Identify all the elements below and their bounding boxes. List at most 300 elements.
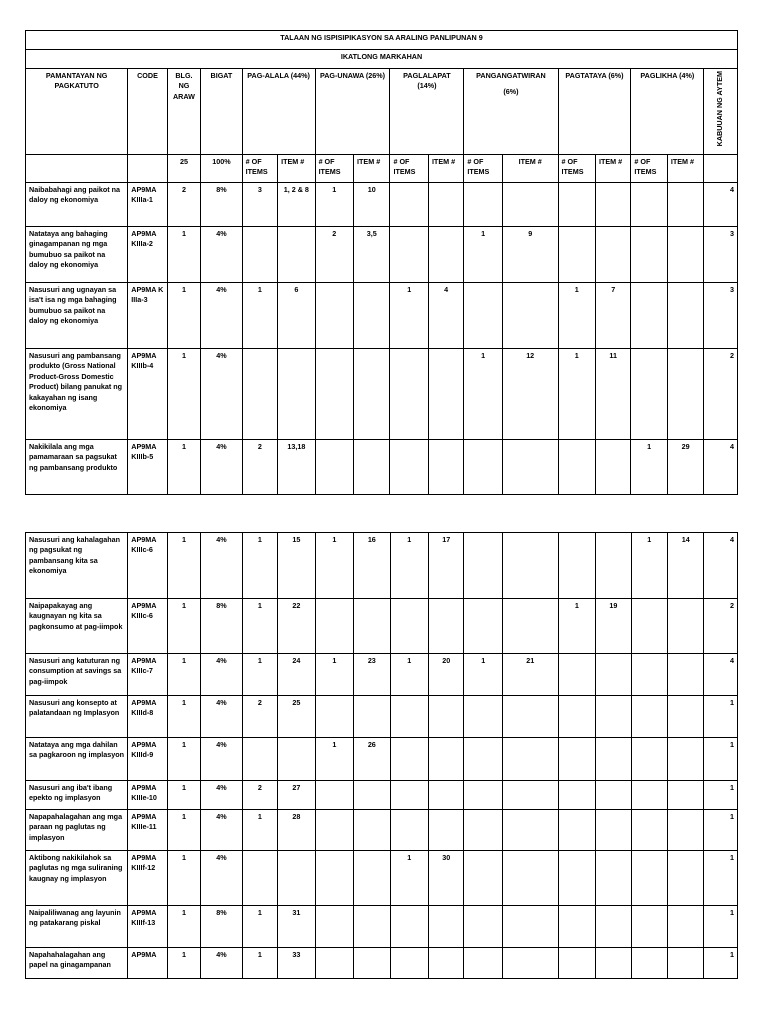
pagtataya-items-cell: [558, 738, 595, 781]
pangangatwiran-items-cell: 1: [464, 348, 502, 439]
days-cell: 1: [167, 696, 200, 738]
code-cell: AP9MA: [128, 948, 167, 979]
paglalapat-items-cell: [390, 439, 428, 494]
pagtataya-items-cell: [558, 696, 595, 738]
pangangatwiran-items-cell: [464, 182, 502, 226]
pagtataya-items-cell: [558, 439, 595, 494]
total-items-cell: 1: [704, 810, 738, 851]
pangangatwiran-itemno-cell: 21: [502, 654, 558, 696]
pagalala-items-cell: 3: [242, 182, 277, 226]
paglikha-itemno-cell: [668, 738, 704, 781]
objective-cell: Nasusuri ang pambansang produkto (Gross National Product-Gross Domestic Product) bilang panukat ng kakayahan ng isang ekonomiya: [26, 348, 128, 439]
days-cell: 1: [167, 348, 200, 439]
pangangatwiran-items-cell: [464, 810, 502, 851]
paglikha-itemno-cell: [667, 182, 703, 226]
weight-cell: 4%: [201, 781, 243, 810]
pagunawa-items-cell: [315, 851, 353, 906]
pangangatwiran-itemno-cell: [502, 182, 558, 226]
code-cell: AP9MA KIIIf-13: [128, 906, 167, 948]
total-items-cell: 1: [704, 696, 738, 738]
code-cell: AP9MA KIIIa-2: [128, 226, 167, 282]
paglikha-items-cell: [631, 348, 667, 439]
pagtataya-itemno-cell: [596, 948, 631, 979]
col-code: CODE: [128, 69, 167, 155]
paglikha-items-cell: 1: [631, 439, 667, 494]
pagalala-itemno-cell: 6: [278, 282, 315, 348]
pangangatwiran-itemno-cell: [502, 948, 558, 979]
paglalapat-items-cell: 1: [390, 533, 428, 599]
pagunawa-itemno-cell: [354, 781, 390, 810]
pangangatwiran-items-cell: [464, 781, 502, 810]
paglalapat-items-cell: [390, 696, 428, 738]
days-cell: 1: [167, 948, 200, 979]
pangangatwiran-itemno-cell: [502, 781, 558, 810]
subhead-blank: [128, 154, 167, 182]
code-cell: AP9MA KIIIe-11: [128, 810, 167, 851]
subhead-item-no: ITEM #: [428, 154, 463, 182]
pagunawa-itemno-cell: [354, 282, 390, 348]
paglalapat-itemno-cell: [429, 810, 464, 851]
pagalala-items-cell: 1: [242, 810, 277, 851]
pangangatwiran-itemno-cell: 9: [502, 226, 558, 282]
pagunawa-itemno-cell: 16: [354, 533, 390, 599]
paglikha-items-cell: [631, 851, 667, 906]
objective-cell: Nasusuri ang iba't ibang epekto ng implasyon: [26, 781, 128, 810]
pagtataya-itemno-cell: 7: [595, 282, 630, 348]
pagalala-items-cell: 1: [242, 533, 277, 599]
objective-cell: Napapahalagahan ang mga paraan ng paglutas ng implasyon: [26, 810, 128, 851]
days-cell: 1: [167, 781, 200, 810]
pagalala-itemno-cell: 25: [278, 696, 315, 738]
pangangatwiran-items-cell: [464, 738, 502, 781]
pagalala-itemno-cell: [278, 226, 315, 282]
pagunawa-itemno-cell: 26: [354, 738, 390, 781]
code-cell: AP9MA KIIIc-6: [128, 533, 167, 599]
pagtataya-items-cell: [558, 182, 595, 226]
pagtataya-items-cell: [558, 781, 595, 810]
pagalala-items-cell: 1: [242, 282, 277, 348]
pagtataya-items-cell: 1: [558, 348, 595, 439]
total-items-cell: 4: [704, 182, 738, 226]
paglikha-items-cell: [631, 599, 667, 654]
pagalala-items-cell: 2: [242, 781, 277, 810]
paglikha-items-cell: [631, 948, 667, 979]
col-pangangatwiran-label: PANGANGATWIRAN: [476, 71, 546, 80]
pagalala-itemno-cell: [278, 738, 315, 781]
paglalapat-itemno-cell: 17: [429, 533, 464, 599]
pagtataya-items-cell: [558, 654, 595, 696]
subhead-item-no: ITEM #: [502, 154, 558, 182]
table-row: [26, 226, 738, 282]
paglalapat-items-cell: 1: [390, 654, 428, 696]
paglalapat-items-cell: [390, 948, 428, 979]
pagalala-items-cell: 2: [242, 696, 277, 738]
pangangatwiran-items-cell: [464, 906, 502, 948]
pagalala-items-cell: [242, 348, 277, 439]
paglalapat-itemno-cell: [429, 948, 464, 979]
pagalala-itemno-cell: 1, 2 & 8: [278, 182, 315, 226]
pangangatwiran-itemno-cell: 12: [502, 348, 558, 439]
paglikha-itemno-cell: 14: [668, 533, 704, 599]
pagtataya-items-cell: [558, 226, 595, 282]
pagtataya-itemno-cell: [596, 654, 631, 696]
col-paglikha: PAGLIKHA (4%): [631, 69, 704, 155]
code-cell: AP9MA KIIIf-12: [128, 851, 167, 906]
pagunawa-items-cell: 1: [315, 182, 353, 226]
paglikha-itemno-cell: [668, 696, 704, 738]
pagtataya-itemno-cell: [596, 851, 631, 906]
paglalapat-items-cell: [390, 599, 428, 654]
pagunawa-items-cell: 1: [315, 654, 353, 696]
paglalapat-itemno-cell: [428, 439, 463, 494]
paglalapat-items-cell: [390, 906, 428, 948]
table-row: [26, 948, 738, 979]
total-items-cell: 1: [704, 738, 738, 781]
pangangatwiran-itemno-cell: [502, 851, 558, 906]
table-row: [26, 906, 738, 948]
code-cell: AP9MA KIIId-8: [128, 696, 167, 738]
code-cell: AP9MA KIIIa-1: [128, 182, 167, 226]
subhead-n-items: # OF ITEMS: [464, 154, 502, 182]
pangangatwiran-items-cell: 1: [464, 654, 502, 696]
specification-table-bottom: [25, 532, 738, 979]
pagunawa-items-cell: [315, 348, 353, 439]
days-cell: 1: [167, 906, 200, 948]
paglalapat-items-cell: [390, 810, 428, 851]
pangangatwiran-items-cell: [464, 599, 502, 654]
pagunawa-itemno-cell: 10: [354, 182, 390, 226]
pagunawa-itemno-cell: 23: [354, 654, 390, 696]
subhead-n-items: # OF ITEMS: [390, 154, 428, 182]
pagtataya-items-cell: [558, 533, 595, 599]
paglikha-itemno-cell: [667, 348, 703, 439]
days-cell: 1: [167, 599, 200, 654]
objective-cell: Nasusuri ang konsepto at palatandaan ng Implasyon: [26, 696, 128, 738]
paglalapat-items-cell: [390, 348, 428, 439]
days-cell: 1: [167, 533, 200, 599]
objective-cell: Naipaliliwanag ang layunin ng patakarang piskal: [26, 906, 128, 948]
pagtataya-itemno-cell: [596, 906, 631, 948]
quarter-title: IKATLONG MARKAHAN: [26, 50, 738, 69]
paglikha-items-cell: [631, 282, 667, 348]
pagtataya-itemno-cell: [595, 439, 630, 494]
paglikha-items-cell: [631, 810, 667, 851]
paglikha-items-cell: 1: [631, 533, 667, 599]
weight-cell: 4%: [201, 282, 243, 348]
paglalapat-items-cell: [390, 781, 428, 810]
paglikha-items-cell: [631, 654, 667, 696]
pagunawa-items-cell: [315, 906, 353, 948]
pagtataya-itemno-cell: 11: [595, 348, 630, 439]
objective-cell: Nasusuri ang katuturan ng consumption at savings sa pag-iimpok: [26, 654, 128, 696]
pagunawa-itemno-cell: [354, 599, 390, 654]
total-weight: 100%: [201, 154, 243, 182]
code-cell: AP9MA KIIIe-10: [128, 781, 167, 810]
code-cell: AP9MA KIIIc-6: [128, 599, 167, 654]
pangangatwiran-items-cell: [464, 696, 502, 738]
pagunawa-items-cell: 1: [315, 533, 353, 599]
pangangatwiran-items-cell: [464, 948, 502, 979]
paglikha-itemno-cell: [668, 810, 704, 851]
table-row: [26, 439, 738, 494]
pagalala-items-cell: [242, 226, 277, 282]
pangangatwiran-itemno-cell: [502, 906, 558, 948]
pagunawa-items-cell: [315, 439, 353, 494]
total-items-cell: 3: [704, 226, 738, 282]
pagalala-items-cell: [242, 738, 277, 781]
pagalala-items-cell: [242, 851, 277, 906]
subhead-n-items: # OF ITEMS: [315, 154, 353, 182]
pagalala-items-cell: 1: [242, 906, 277, 948]
paglikha-itemno-cell: [668, 654, 704, 696]
subhead-item-no: ITEM #: [278, 154, 315, 182]
pagalala-items-cell: 2: [242, 439, 277, 494]
pagtataya-items-cell: 1: [558, 599, 595, 654]
pagunawa-items-cell: 2: [315, 226, 353, 282]
paglalapat-itemno-cell: [429, 906, 464, 948]
pagalala-items-cell: 1: [242, 654, 277, 696]
weight-cell: 4%: [201, 348, 243, 439]
objective-cell: Naipapakayag ang kaugnayan ng kita sa pagkonsumo at pag-iimpok: [26, 599, 128, 654]
table-row: [26, 696, 738, 738]
days-cell: 1: [167, 439, 200, 494]
weight-cell: 8%: [201, 906, 243, 948]
table-title: TALAAN NG ISPISIPIKASYON SA ARALING PANLIPUNAN 9: [26, 31, 738, 50]
pagtataya-itemno-cell: [596, 738, 631, 781]
subhead-n-items: # OF ITEMS: [631, 154, 667, 182]
objective-cell: Nakikilala ang mga pamamaraan sa pagsukat ng pambansang produkto: [26, 439, 128, 494]
subhead-item-no: ITEM #: [354, 154, 390, 182]
pangangatwiran-itemno-cell: [502, 810, 558, 851]
col-pagtataya: PAGTATAYA (6%): [558, 69, 631, 155]
col-kabuuan-label: KABUUAN NG AYTEM: [715, 71, 725, 147]
weight-cell: 4%: [201, 738, 243, 781]
days-cell: 1: [167, 810, 200, 851]
paglalapat-itemno-cell: [428, 348, 463, 439]
weight-cell: 4%: [201, 533, 243, 599]
col-blg: BLG. NG ARAW: [167, 69, 200, 155]
paglalapat-items-cell: [390, 182, 428, 226]
table-row: [26, 738, 738, 781]
table-row: [26, 599, 738, 654]
paglikha-items-cell: [631, 182, 667, 226]
pagtataya-itemno-cell: 19: [596, 599, 631, 654]
pagunawa-items-cell: [315, 810, 353, 851]
pagunawa-items-cell: [315, 599, 353, 654]
pagunawa-itemno-cell: [354, 348, 390, 439]
pagalala-itemno-cell: 15: [278, 533, 315, 599]
paglalapat-itemno-cell: [428, 182, 463, 226]
weight-cell: 8%: [201, 599, 243, 654]
pangangatwiran-itemno-cell: [502, 282, 558, 348]
pagtataya-itemno-cell: [595, 182, 630, 226]
paglalapat-itemno-cell: [429, 599, 464, 654]
total-items-cell: 1: [704, 781, 738, 810]
col-pagalala: PAG-ALALA (44%): [242, 69, 315, 155]
paglalapat-itemno-cell: 20: [429, 654, 464, 696]
paglikha-itemno-cell: [668, 948, 704, 979]
pangangatwiran-itemno-cell: [502, 599, 558, 654]
subhead-blank: [704, 154, 738, 182]
table-row: [26, 810, 738, 851]
pagunawa-itemno-cell: [354, 810, 390, 851]
subhead-item-no: ITEM #: [595, 154, 630, 182]
pangangatwiran-itemno-cell: [502, 439, 558, 494]
col-bigat: BIGAT: [201, 69, 243, 155]
total-items-cell: 1: [704, 851, 738, 906]
objective-cell: Nasusuri ang kahalagahan ng pagsukat ng pambansang kita sa ekonomiya: [26, 533, 128, 599]
pagunawa-itemno-cell: [354, 948, 390, 979]
paglikha-items-cell: [631, 696, 667, 738]
pagalala-itemno-cell: 24: [278, 654, 315, 696]
pagalala-items-cell: 1: [242, 599, 277, 654]
paglikha-itemno-cell: [667, 282, 703, 348]
pangangatwiran-items-cell: 1: [464, 226, 502, 282]
subhead-n-items: # OF ITEMS: [558, 154, 595, 182]
total-days: 25: [167, 154, 200, 182]
paglikha-items-cell: [631, 738, 667, 781]
weight-cell: 4%: [201, 226, 243, 282]
pagalala-itemno-cell: [278, 348, 315, 439]
days-cell: 1: [167, 654, 200, 696]
pagalala-itemno-cell: 13,18: [278, 439, 315, 494]
table-row: [26, 851, 738, 906]
days-cell: 2: [167, 182, 200, 226]
paglalapat-items-cell: 1: [390, 851, 428, 906]
paglalapat-itemno-cell: [429, 738, 464, 781]
paglalapat-itemno-cell: [428, 226, 463, 282]
pagtataya-itemno-cell: [595, 226, 630, 282]
weight-cell: 4%: [201, 654, 243, 696]
pangangatwiran-items-cell: [464, 439, 502, 494]
paglalapat-itemno-cell: [429, 781, 464, 810]
col-pamantayan: PAMANTAYAN NG PAGKATUTO: [26, 69, 128, 155]
objective-cell: Natataya ang mga dahilan sa pagkaroon ng implasyon: [26, 738, 128, 781]
paglalapat-itemno-cell: 30: [429, 851, 464, 906]
total-items-cell: 4: [704, 654, 738, 696]
pangangatwiran-itemno-cell: [502, 696, 558, 738]
objective-cell: Aktibong nakikilahok sa paglutas ng mga suliraning kaugnay ng implasyon: [26, 851, 128, 906]
pagunawa-items-cell: [315, 696, 353, 738]
code-cell: AP9MA KIIId-9: [128, 738, 167, 781]
weight-cell: 4%: [201, 851, 243, 906]
total-items-cell: 2: [704, 599, 738, 654]
code-cell: AP9MA KIIIb-4: [128, 348, 167, 439]
subhead-item-no: ITEM #: [667, 154, 703, 182]
paglalapat-items-cell: 1: [390, 282, 428, 348]
table-row: [26, 282, 738, 348]
paglalapat-itemno-cell: 4: [428, 282, 463, 348]
paglikha-itemno-cell: [668, 781, 704, 810]
col-pangangatwiran: [464, 69, 558, 155]
paglikha-items-cell: [631, 226, 667, 282]
pagalala-itemno-cell: 31: [278, 906, 315, 948]
weight-cell: 4%: [201, 696, 243, 738]
days-cell: 1: [167, 282, 200, 348]
weight-cell: 8%: [201, 182, 243, 226]
paglikha-itemno-cell: 29: [667, 439, 703, 494]
pagalala-itemno-cell: 22: [278, 599, 315, 654]
pangangatwiran-itemno-cell: [502, 533, 558, 599]
pagunawa-items-cell: [315, 781, 353, 810]
pagunawa-itemno-cell: [354, 696, 390, 738]
objective-cell: Naibabahagi ang paikot na daloy ng ekonomiya: [26, 182, 128, 226]
pagtataya-itemno-cell: [596, 696, 631, 738]
pagalala-itemno-cell: 33: [278, 948, 315, 979]
pagtataya-itemno-cell: [596, 781, 631, 810]
table-row: [26, 182, 738, 226]
days-cell: 1: [167, 226, 200, 282]
pangangatwiran-items-cell: [464, 851, 502, 906]
total-items-cell: 2: [704, 348, 738, 439]
pangangatwiran-items-cell: [464, 282, 502, 348]
pagalala-itemno-cell: 27: [278, 781, 315, 810]
subhead-n-items: # OF ITEMS: [242, 154, 277, 182]
paglalapat-items-cell: [390, 738, 428, 781]
pagtataya-items-cell: [558, 851, 595, 906]
total-items-cell: 4: [704, 533, 738, 599]
total-items-cell: 3: [704, 282, 738, 348]
col-pagunawa: PAG-UNAWA (26%): [315, 69, 390, 155]
pagunawa-itemno-cell: [354, 906, 390, 948]
pagtataya-items-cell: [558, 906, 595, 948]
pagtataya-items-cell: [558, 810, 595, 851]
pagalala-itemno-cell: [278, 851, 315, 906]
weight-cell: 4%: [201, 948, 243, 979]
total-items-cell: 1: [704, 948, 738, 979]
weight-cell: 4%: [201, 439, 243, 494]
paglikha-items-cell: [631, 906, 667, 948]
paglikha-items-cell: [631, 781, 667, 810]
pagunawa-itemno-cell: [354, 439, 390, 494]
pagunawa-items-cell: 1: [315, 738, 353, 781]
table-row: [26, 781, 738, 810]
total-items-cell: 4: [704, 439, 738, 494]
pagunawa-items-cell: [315, 948, 353, 979]
objective-cell: Nasusuri ang ugnayan sa isa't isa ng mga bahaging bumubuo sa paikot na daloy ng ekonomiya: [26, 282, 128, 348]
pagtataya-itemno-cell: [596, 533, 631, 599]
weight-cell: 4%: [201, 810, 243, 851]
days-cell: 1: [167, 738, 200, 781]
total-items-cell: 1: [704, 906, 738, 948]
paglikha-itemno-cell: [668, 851, 704, 906]
col-pangangatwiran-pct: (6%): [503, 87, 519, 97]
paglalapat-itemno-cell: [429, 696, 464, 738]
pagunawa-itemno-cell: 3,5: [354, 226, 390, 282]
pagtataya-items-cell: [558, 948, 595, 979]
code-cell: AP9MA KIIIc-7: [128, 654, 167, 696]
pagtataya-items-cell: 1: [558, 282, 595, 348]
pagunawa-itemno-cell: [354, 851, 390, 906]
days-cell: 1: [167, 851, 200, 906]
table-row: [26, 533, 738, 599]
table-row: [26, 654, 738, 696]
paglikha-itemno-cell: [668, 599, 704, 654]
pagalala-items-cell: 1: [242, 948, 277, 979]
col-paglalapat: PAGLALAPAT (14%): [390, 69, 464, 155]
code-cell: AP9MA KIIIb-5: [128, 439, 167, 494]
code-cell: AP9MA K IIIa-3: [128, 282, 167, 348]
pagunawa-items-cell: [315, 282, 353, 348]
paglalapat-items-cell: [390, 226, 428, 282]
pangangatwiran-itemno-cell: [502, 738, 558, 781]
paglikha-itemno-cell: [667, 226, 703, 282]
pagalala-itemno-cell: 28: [278, 810, 315, 851]
specification-table-top: [25, 30, 738, 495]
objective-cell: Napahahalagahan ang papel na ginagampanan: [26, 948, 128, 979]
table-row: [26, 348, 738, 439]
subhead-blank: [26, 154, 128, 182]
